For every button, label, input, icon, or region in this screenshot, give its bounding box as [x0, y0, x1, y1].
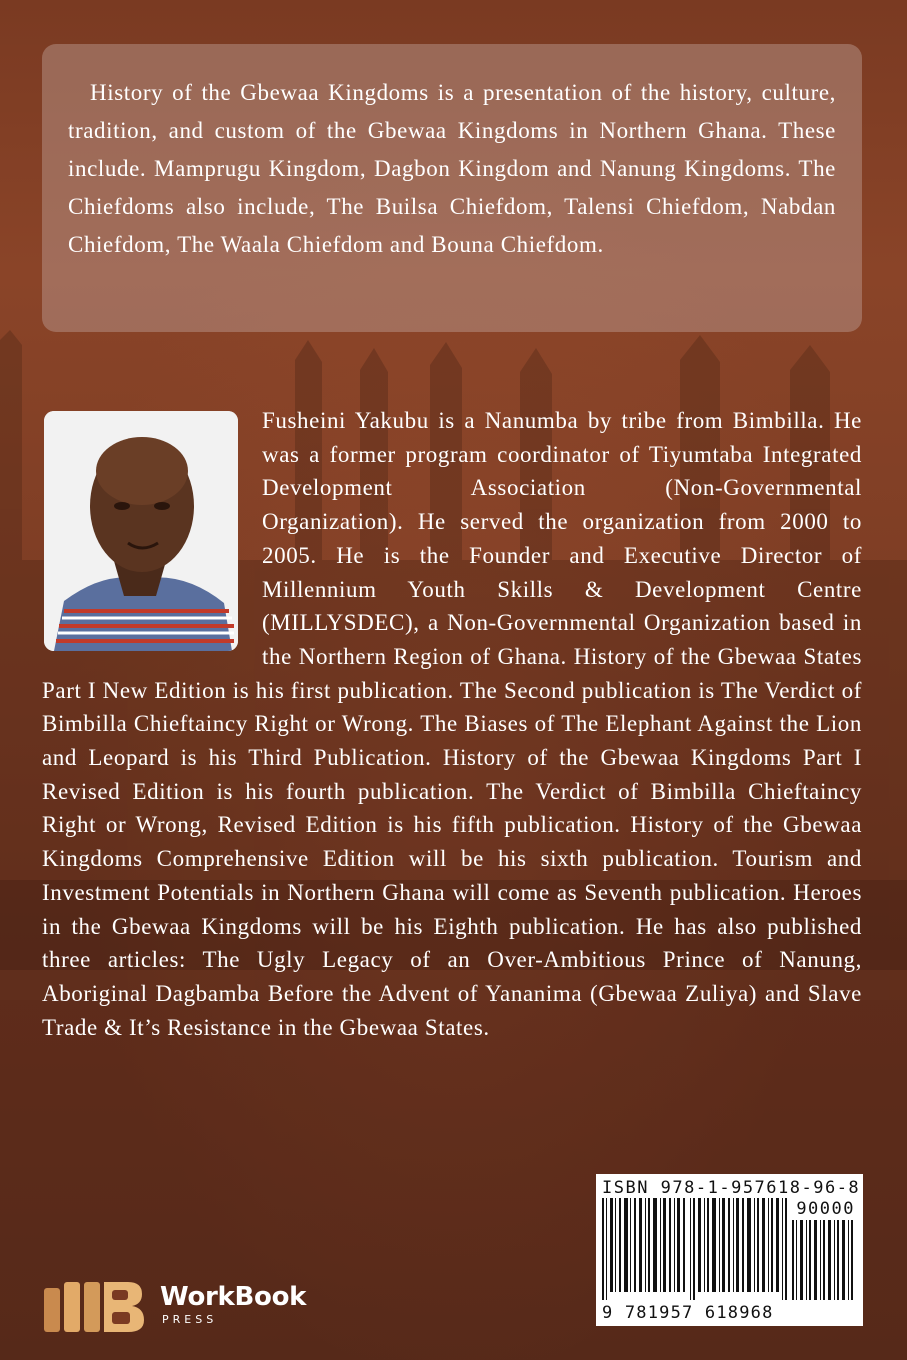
publisher-logo: [42, 1280, 342, 1334]
author-bio: [42, 404, 862, 1044]
publisher-subtitle: PRESS: [162, 1313, 218, 1326]
publisher-name: WorkBook: [160, 1282, 307, 1312]
barcode-digits: 9 781957 618968: [602, 1303, 774, 1323]
photo-spacer: [42, 404, 262, 672]
isbn-label: ISBN 978-1-957618-96-8: [602, 1178, 861, 1198]
author-bio-text: Fusheini Yakubu is a Nanumba by tribe from Bimbilla. He was a former program coordinator of Tiyumtaba Integrated Development Association (Non-Governmental Organization). He served the organization from 2000 to 2005. He is the Founder and Executive Director of Millennium Youth Skills & Development Centre (MILLYSDEC), a Non-Governmental Organization based in the Northern Region of Ghana. History of the Gbewaa States Part I New Edition is his first publication. The Second publication is The Verdict of Bimbilla Chieftaincy Right or Wrong. The Biases of The Elephant Against the Lion and Leopard is his Third Publication. History of the Gbewaa Kingdoms Part I Revised Edition is his fourth publication. The Verdict of Bimbilla Chieftaincy Right or Wrong, Revised Edition is his fifth publication. History of the Gbewaa Kingdoms Comprehensive Edition will be his sixth publication. Tourism and Investment Potentials in Northern Ghana will come as Seventh publication. Heroes in the Gbewaa Kingdoms will be his Eighth publication. He has also published three articles: The Ugly Legacy of an Over-Ambitious Prince of Nanung, Aboriginal Dagbamba Before the Advent of Yananima (Gbewaa Zuliya) and Slave Trade & It’s Resistance in the Gbewaa States.: [42, 408, 862, 1040]
barcode-bars: [602, 1198, 788, 1300]
isbn-barcode: [596, 1174, 863, 1326]
description-box: [42, 44, 862, 332]
workbook-logo-icon: [42, 1280, 146, 1332]
price-code: 90000: [796, 1199, 855, 1219]
price-barcode-bars: [792, 1220, 856, 1300]
book-description: History of the Gbewaa Kingdoms is a presentation of the history, culture, tradition, and custom of the Gbewaa Kingdoms in Northern Ghana. These include. Mamprugu Kingdom, Dagbon Kingdom and Nanung Kingdoms. The Chiefdoms also include, The Builsa Chiefdom, Talensi Chiefdom, Nabdan Chiefdom, The Waala Chiefdom and Bouna Chiefdom.: [68, 80, 836, 257]
